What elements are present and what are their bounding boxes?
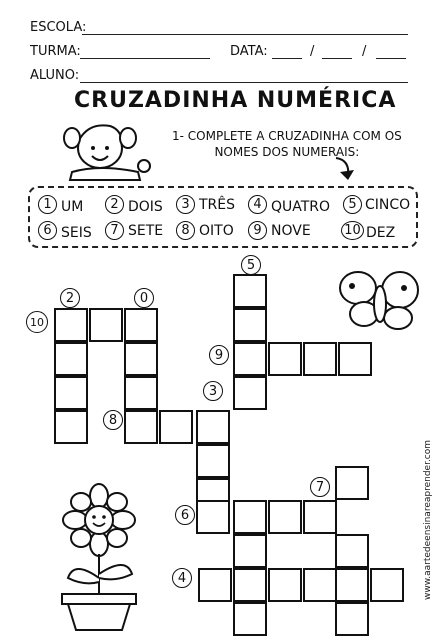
clue-number-2: 2 [60, 288, 80, 308]
crossword-cell[interactable] [268, 568, 302, 602]
crossword-cell[interactable] [233, 534, 267, 568]
escola-label: ESCOLA: [30, 20, 87, 35]
butterfly-illustration [336, 264, 426, 336]
crossword-cell[interactable] [335, 534, 369, 568]
word-label: DEZ [366, 225, 396, 241]
number-circle: 1 [38, 195, 57, 214]
clue-number-8: 8 [103, 410, 123, 430]
crossword-cell[interactable] [335, 466, 369, 500]
crossword-cell[interactable] [233, 274, 267, 308]
instruction [172, 128, 402, 160]
clue-number-5: 5 [241, 255, 261, 275]
instruction-line: NOMES DOS NUMERAIS: [214, 145, 360, 159]
number-circle: 3 [176, 195, 195, 214]
word-label: SEIS [61, 225, 92, 241]
crossword-cell[interactable] [303, 342, 337, 376]
clue-number-0: 0 [134, 288, 154, 308]
clue-number-3: 3 [203, 381, 223, 401]
number-circle: 6 [38, 221, 57, 240]
crossword-cell[interactable] [303, 568, 337, 602]
crossword-cell[interactable] [124, 308, 158, 342]
data-label: DATA: [230, 44, 268, 59]
crossword-cell[interactable] [233, 376, 267, 410]
crossword-cell[interactable] [233, 308, 267, 342]
crossword-cell[interactable] [233, 500, 267, 534]
clue-number-7: 7 [310, 477, 330, 497]
crossword-cell[interactable] [124, 342, 158, 376]
clue-number-10: 10 [26, 311, 48, 333]
girl-illustration [58, 116, 158, 186]
date-day-field[interactable] [272, 58, 302, 59]
word-label: TRÊS [199, 197, 236, 213]
page-title: CRUZADINHA NUMÉRICA [74, 88, 397, 113]
crossword-cell[interactable] [196, 500, 230, 534]
crossword-cell[interactable] [198, 568, 232, 602]
instruction-line: 1- COMPLETE A CRUZADINHA COM OS [172, 129, 402, 143]
crossword-cell[interactable] [233, 602, 267, 636]
turma-label: TURMA: [30, 44, 81, 59]
crossword-cell[interactable] [54, 342, 88, 376]
date-separator: / [362, 44, 367, 59]
aluno-label: ALUNO: [30, 68, 80, 83]
clue-number-9: 9 [209, 345, 229, 365]
word-label: SETE [128, 223, 164, 239]
footer-url: www.aartedeensinareaprender.com [423, 439, 433, 600]
number-circle: 5 [343, 195, 362, 214]
crossword-cell[interactable] [196, 410, 230, 444]
crossword-cell[interactable] [370, 568, 404, 602]
word-label: DOIS [128, 199, 163, 215]
date-month-field[interactable] [322, 58, 352, 59]
date-separator: / [310, 44, 315, 59]
turma-field[interactable] [80, 58, 210, 59]
flower-pot-illustration [44, 482, 154, 632]
crossword-cell[interactable] [268, 500, 302, 534]
word-label: QUATRO [271, 199, 331, 215]
clue-number-4: 4 [172, 568, 192, 588]
number-circle: 10 [341, 221, 364, 240]
crossword-cell[interactable] [335, 568, 369, 602]
number-circle: 9 [248, 221, 267, 240]
crossword-cell[interactable] [54, 308, 88, 342]
number-circle: 7 [105, 221, 124, 240]
crossword-cell[interactable] [54, 376, 88, 410]
date-year-field[interactable] [376, 58, 406, 59]
word-label: NOVE [271, 223, 311, 239]
crossword-cell[interactable] [338, 342, 372, 376]
word-label: CINCO [365, 197, 411, 213]
aluno-field[interactable] [80, 82, 408, 83]
word-label: UM [61, 199, 84, 215]
crossword-cell[interactable] [268, 342, 302, 376]
word-label: OITO [199, 223, 234, 239]
number-circle: 2 [105, 195, 124, 214]
crossword-cell[interactable] [303, 500, 337, 534]
crossword-cell[interactable] [233, 568, 267, 602]
number-circle: 8 [176, 221, 195, 240]
crossword-cell[interactable] [54, 410, 88, 444]
crossword-cell[interactable] [89, 308, 123, 342]
crossword-cell[interactable] [196, 444, 230, 478]
crossword-cell[interactable] [233, 342, 267, 376]
crossword-cell[interactable] [124, 410, 158, 444]
clue-number-6: 6 [175, 505, 195, 525]
number-circle: 4 [248, 195, 267, 214]
escola-field[interactable] [82, 34, 408, 35]
crossword-cell[interactable] [159, 410, 193, 444]
arrow-icon [330, 154, 360, 184]
crossword-cell[interactable] [335, 602, 369, 636]
crossword-cell[interactable] [124, 376, 158, 410]
